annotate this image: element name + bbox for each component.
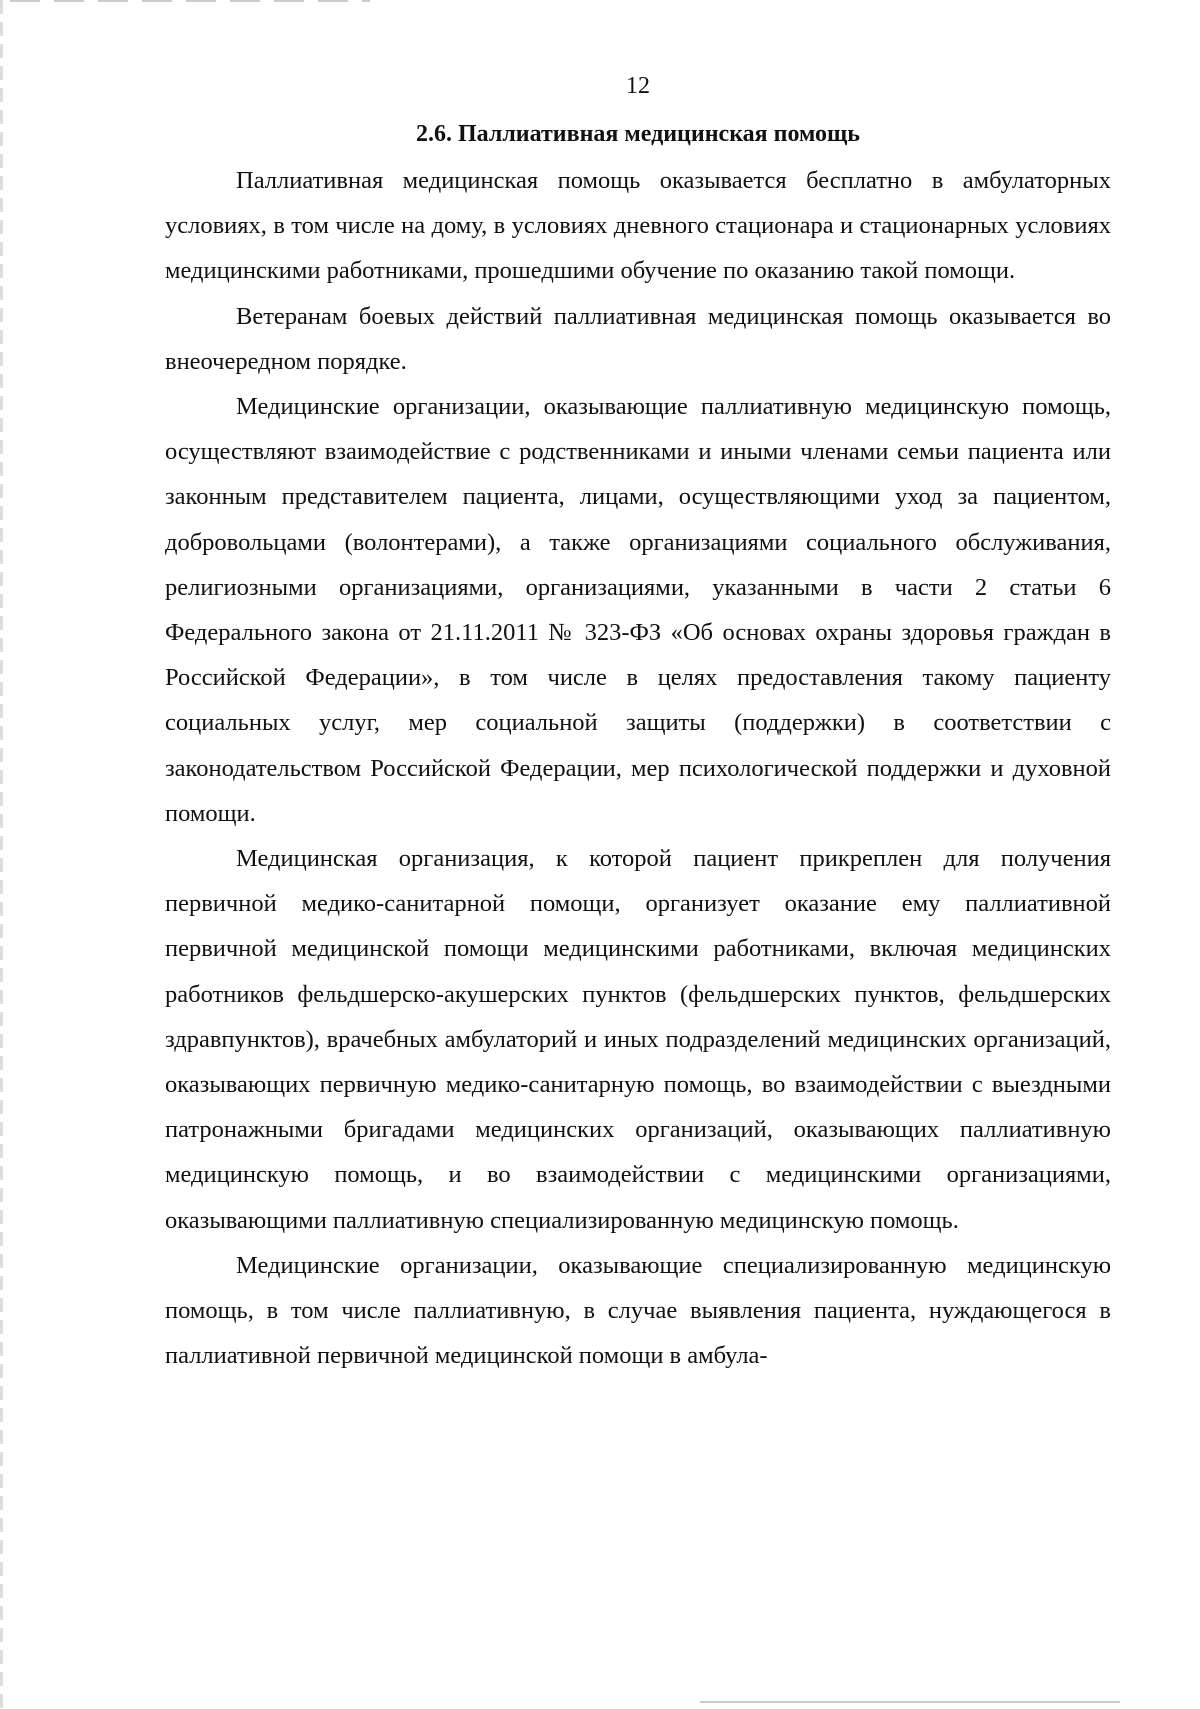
page-number: 12 xyxy=(626,73,650,99)
paragraph: Ветеранам боевых действий паллиативная медицинская помощь оказывается во внеочередном порядке. xyxy=(165,302,1111,375)
paragraph: Медицинские организации, оказывающие специализированную медицинскую помощь, в том числе паллиативную, в случае выявления пациента, нуждающегося в паллиативной первичной медицинской помощи в амбула- xyxy=(165,1251,1111,1370)
section-heading: 2.6. Паллиативная медицинская помощь xyxy=(416,121,860,147)
paragraph: Медицинская организация, к которой пациент прикреплен для получения первичной медико-санитарной помощи, организует оказание ему паллиативной первичной медицинской помощи медицинскими работниками, включая медицинских работников фельдшерско-акушерских пунктов (фельдшерских пунктов, фельдшерских здравпунктов), врачебных амбулаторий и иных подразделений медицинских организаций, оказывающих первичную медико-санитарную помощь, во взаимодействии с выездными патронажными бригадами медицинских организаций, оказывающих паллиативную медицинскую помощь, и во взаимодействии с медицинскими организациями, оказывающими паллиативную специализированную медицинскую помощь. xyxy=(165,845,1111,1234)
body-text xyxy=(165,158,1111,1378)
paragraph: Паллиативная медицинская помощь оказывается бесплатно в амбулаторных условиях, в том числе на дому, в условиях дневного стационара и стационарных условиях медицинскими работниками, прошедшими обучение по оказанию такой помощи. xyxy=(165,167,1111,285)
scan-top-artifact xyxy=(10,0,370,2)
paragraph: Медицинские организации, оказывающие паллиативную медицинскую помощь, осуществляют взаимодействие с родственниками и иными членами семьи пациента или законным представителем пациента, лицами, осуществляющими уход за пациентом, добровольцами (волонтерами), а также организациями социального обслуживания, религиозными организациями, организациями, указанными в части 2 статьи 6 Федерального закона от 21.11.2011 № 323-ФЗ «Об основах охраны здоровья граждан в Российской Федерации», в том числе в целях предоставления такому пациенту социальных услуг, мер социальной защиты (поддержки) в соответствии с законодательством Российской Федерации, мер психологической поддержки и духовной помощи. xyxy=(165,393,1111,827)
scan-bottom-artifact xyxy=(700,1701,1120,1703)
scan-edge-artifact xyxy=(0,0,3,1709)
